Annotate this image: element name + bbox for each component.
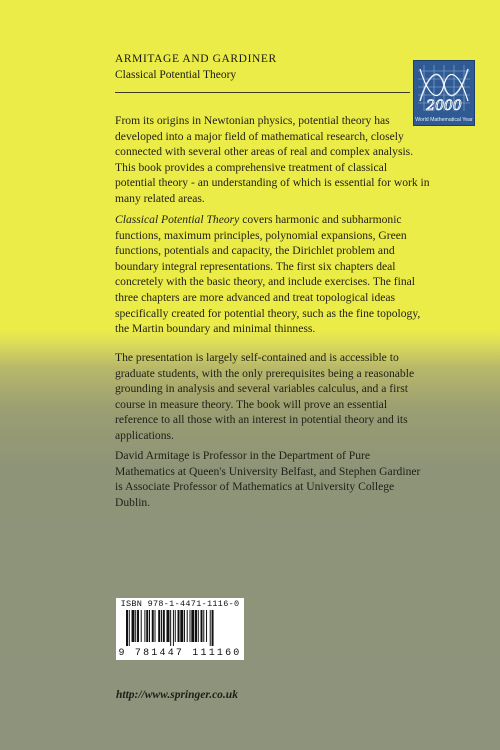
header-rule	[115, 92, 410, 93]
barcode-bar	[191, 610, 194, 642]
description-paragraph-2	[115, 212, 430, 337]
italic-book-title: Classical Potential Theory	[115, 213, 240, 226]
barcode-bar	[198, 610, 199, 642]
book-title: Classical Potential Theory	[115, 69, 237, 81]
barcode-bar	[178, 610, 180, 642]
barcode-bar	[203, 610, 204, 642]
logo-number: 2000	[426, 98, 462, 114]
isbn-text: ISBN 978-1-4471-1116-0	[120, 599, 240, 609]
barcode-bars-icon	[126, 610, 234, 646]
ean-digits: 9 781447 111160	[118, 648, 242, 659]
paragraph-rest: covers harmonic and subharmonic functions, maximum principles, polynomial expansions, Green functions, potentials and capacity, the Dirichlet problem and boundary integral representations. The first six chapters deal concretely with the basic theory, and include exercises. The final three chapters are more advanced and treat topological ideas specifically created for potential theory, such as the fine topology, the Martin boundary and minimal thinness.	[115, 213, 421, 336]
description-paragraph-3	[115, 350, 430, 444]
barcode-bar	[129, 610, 130, 646]
barcode-bar	[210, 610, 211, 646]
barcode-bar	[187, 610, 188, 642]
barcode-bar	[166, 610, 169, 642]
author-bio-paragraph	[115, 448, 430, 510]
barcode-bar	[206, 610, 207, 642]
barcode-bar	[170, 610, 171, 646]
paragraph-text: The presentation is largely self-contained and is accessible to graduate students, with the only prerequisites being a reasonable grounding in analysis and several variables calculus, and a first course in measure theory. The book will prove an essential reference to all those with an interest in potential theory and its applications.	[115, 351, 415, 442]
barcode-bar	[201, 610, 203, 642]
barcode-bar	[189, 610, 190, 642]
barcode-bar	[180, 610, 183, 642]
barcode-bar	[135, 610, 136, 642]
authors-line: ARMITAGE AND GARDINER	[115, 53, 277, 65]
paragraph-text: From its origins in Newtonian physics, potential theory has developed into a major field of mathematical research, closely connected with several other areas of real and complex analysis. This book provides a comprehensive treatment of classical potential theory - an understanding of which is essential for work in many related areas.	[115, 114, 430, 205]
barcode	[116, 598, 244, 660]
barcode-bar	[163, 610, 165, 642]
description-paragraph-1	[115, 113, 430, 207]
barcode-bar	[137, 610, 139, 642]
barcode-bar	[155, 610, 156, 642]
barcode-bar	[146, 610, 148, 642]
header	[115, 52, 395, 83]
barcode-bar	[132, 610, 135, 642]
paragraph-text	[115, 212, 430, 337]
logo-caption: World Mathematical Year	[415, 117, 473, 123]
barcode-bar	[144, 610, 145, 642]
barcode-bar	[184, 610, 185, 642]
publisher-url: http://www.springer.co.uk	[116, 689, 238, 701]
barcode-bar	[175, 610, 176, 642]
barcode-bar	[158, 610, 160, 642]
barcode-bar	[161, 610, 162, 642]
barcode-bar	[173, 610, 174, 646]
paragraph-text: David Armitage is Professor in the Department of Pure Mathematics at Queen's University Belfast, and Stephen Gardiner is Associate Professor of Mathematics at University College Dublin.	[115, 449, 421, 509]
barcode-bar	[126, 610, 128, 646]
barcode-bar	[212, 610, 214, 646]
barcode-bar	[195, 610, 197, 642]
barcode-bar	[152, 610, 154, 642]
barcode-bar	[149, 610, 150, 642]
barcode-bar	[141, 610, 142, 642]
